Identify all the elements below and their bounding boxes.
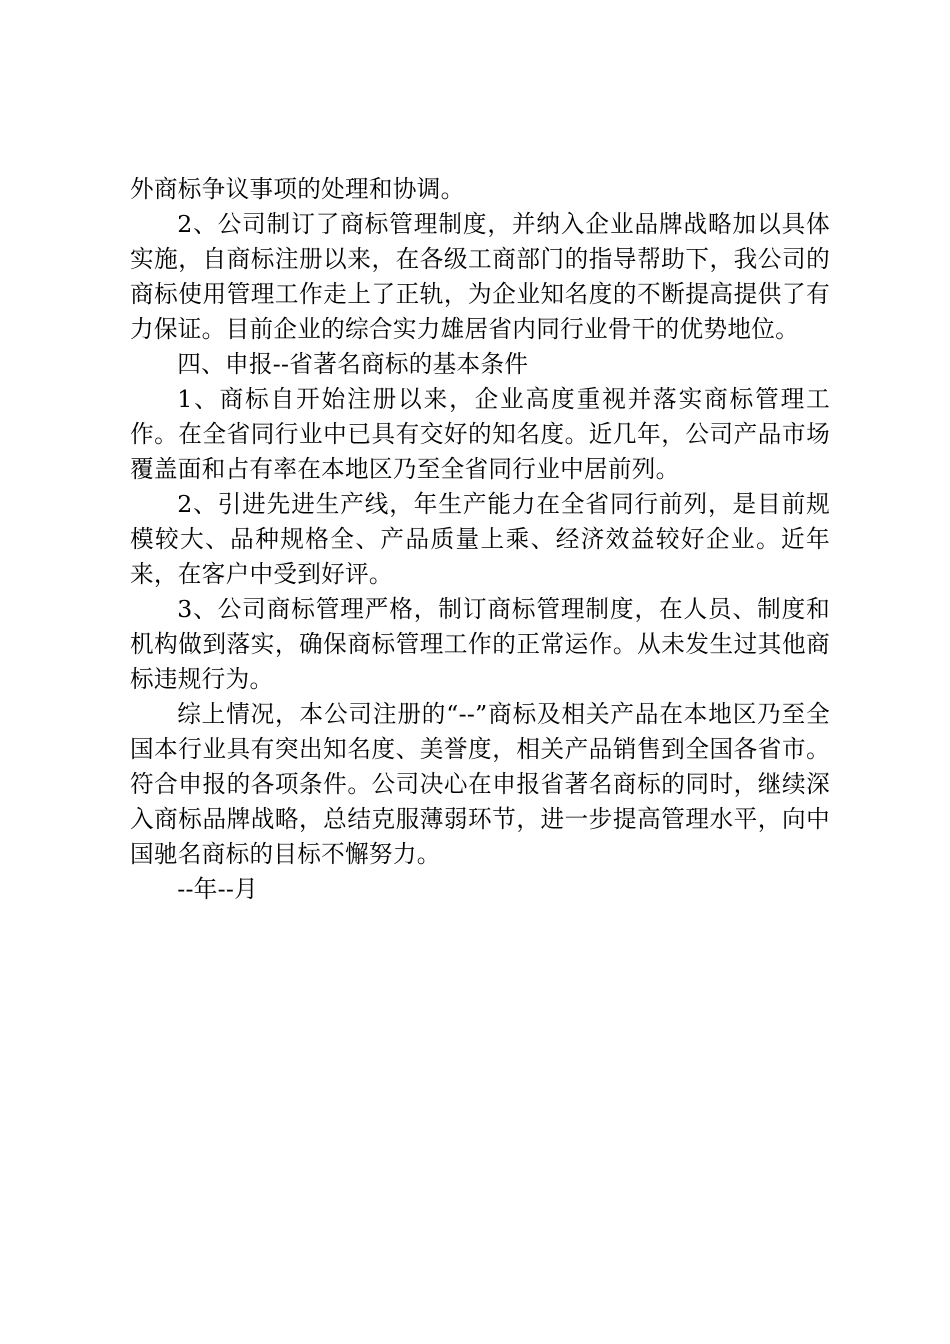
section-heading-conditions: 四、申报--省著名商标的基本条件 — [177, 350, 529, 378]
paragraph-conclusion: 综上情况，本公司注册的“--”商标及相关产品在本地区乃至全国本行业具有突出知名度、美誉度，相关产品销售到全国各省市。符合申报的各项条件。公司决心在申报省著名商标的同时，继续深入商标品牌战略，总结克服薄弱环节，进一步提高管理水平，向中国驰名商标的目标不懈努力。 — [130, 700, 830, 868]
paragraph-trademark-system: 2、公司制订了商标管理制度，并纳入企业品牌战略加以具体实施，自商标注册以来，在各级工商部门的指导帮助下，我公司的商标使用管理工作走上了正轨，为企业知名度的不断提高提供了有力保证。目前企业的综合实力雄居省内同行业骨干的优势地位。 — [130, 210, 830, 343]
paragraph-continuation: 外商标争议事项的处理和协调。 — [130, 175, 465, 203]
document-body — [130, 172, 830, 907]
paragraph-condition-1: 1、商标自开始注册以来，企业高度重视并落实商标管理工作。在全省同行业中已具有交好的知名度。近几年，公司产品市场覆盖面和占有率在本地区乃至全省同行业中居前列。 — [130, 385, 830, 483]
paragraph-condition-3: 3、公司商标管理严格，制订商标管理制度，在人员、制度和机构做到落实，确保商标管理工作的正常运作。从未发生过其他商标违规行为。 — [130, 595, 830, 693]
date-line: --年--月 — [177, 875, 259, 903]
paragraph-condition-2: 2、引进先进生产线，年生产能力在全省同行前列，是目前规模较大、品种规格全、产品质量上乘、经济效益较好企业。近年来，在客户中受到好评。 — [130, 490, 830, 588]
